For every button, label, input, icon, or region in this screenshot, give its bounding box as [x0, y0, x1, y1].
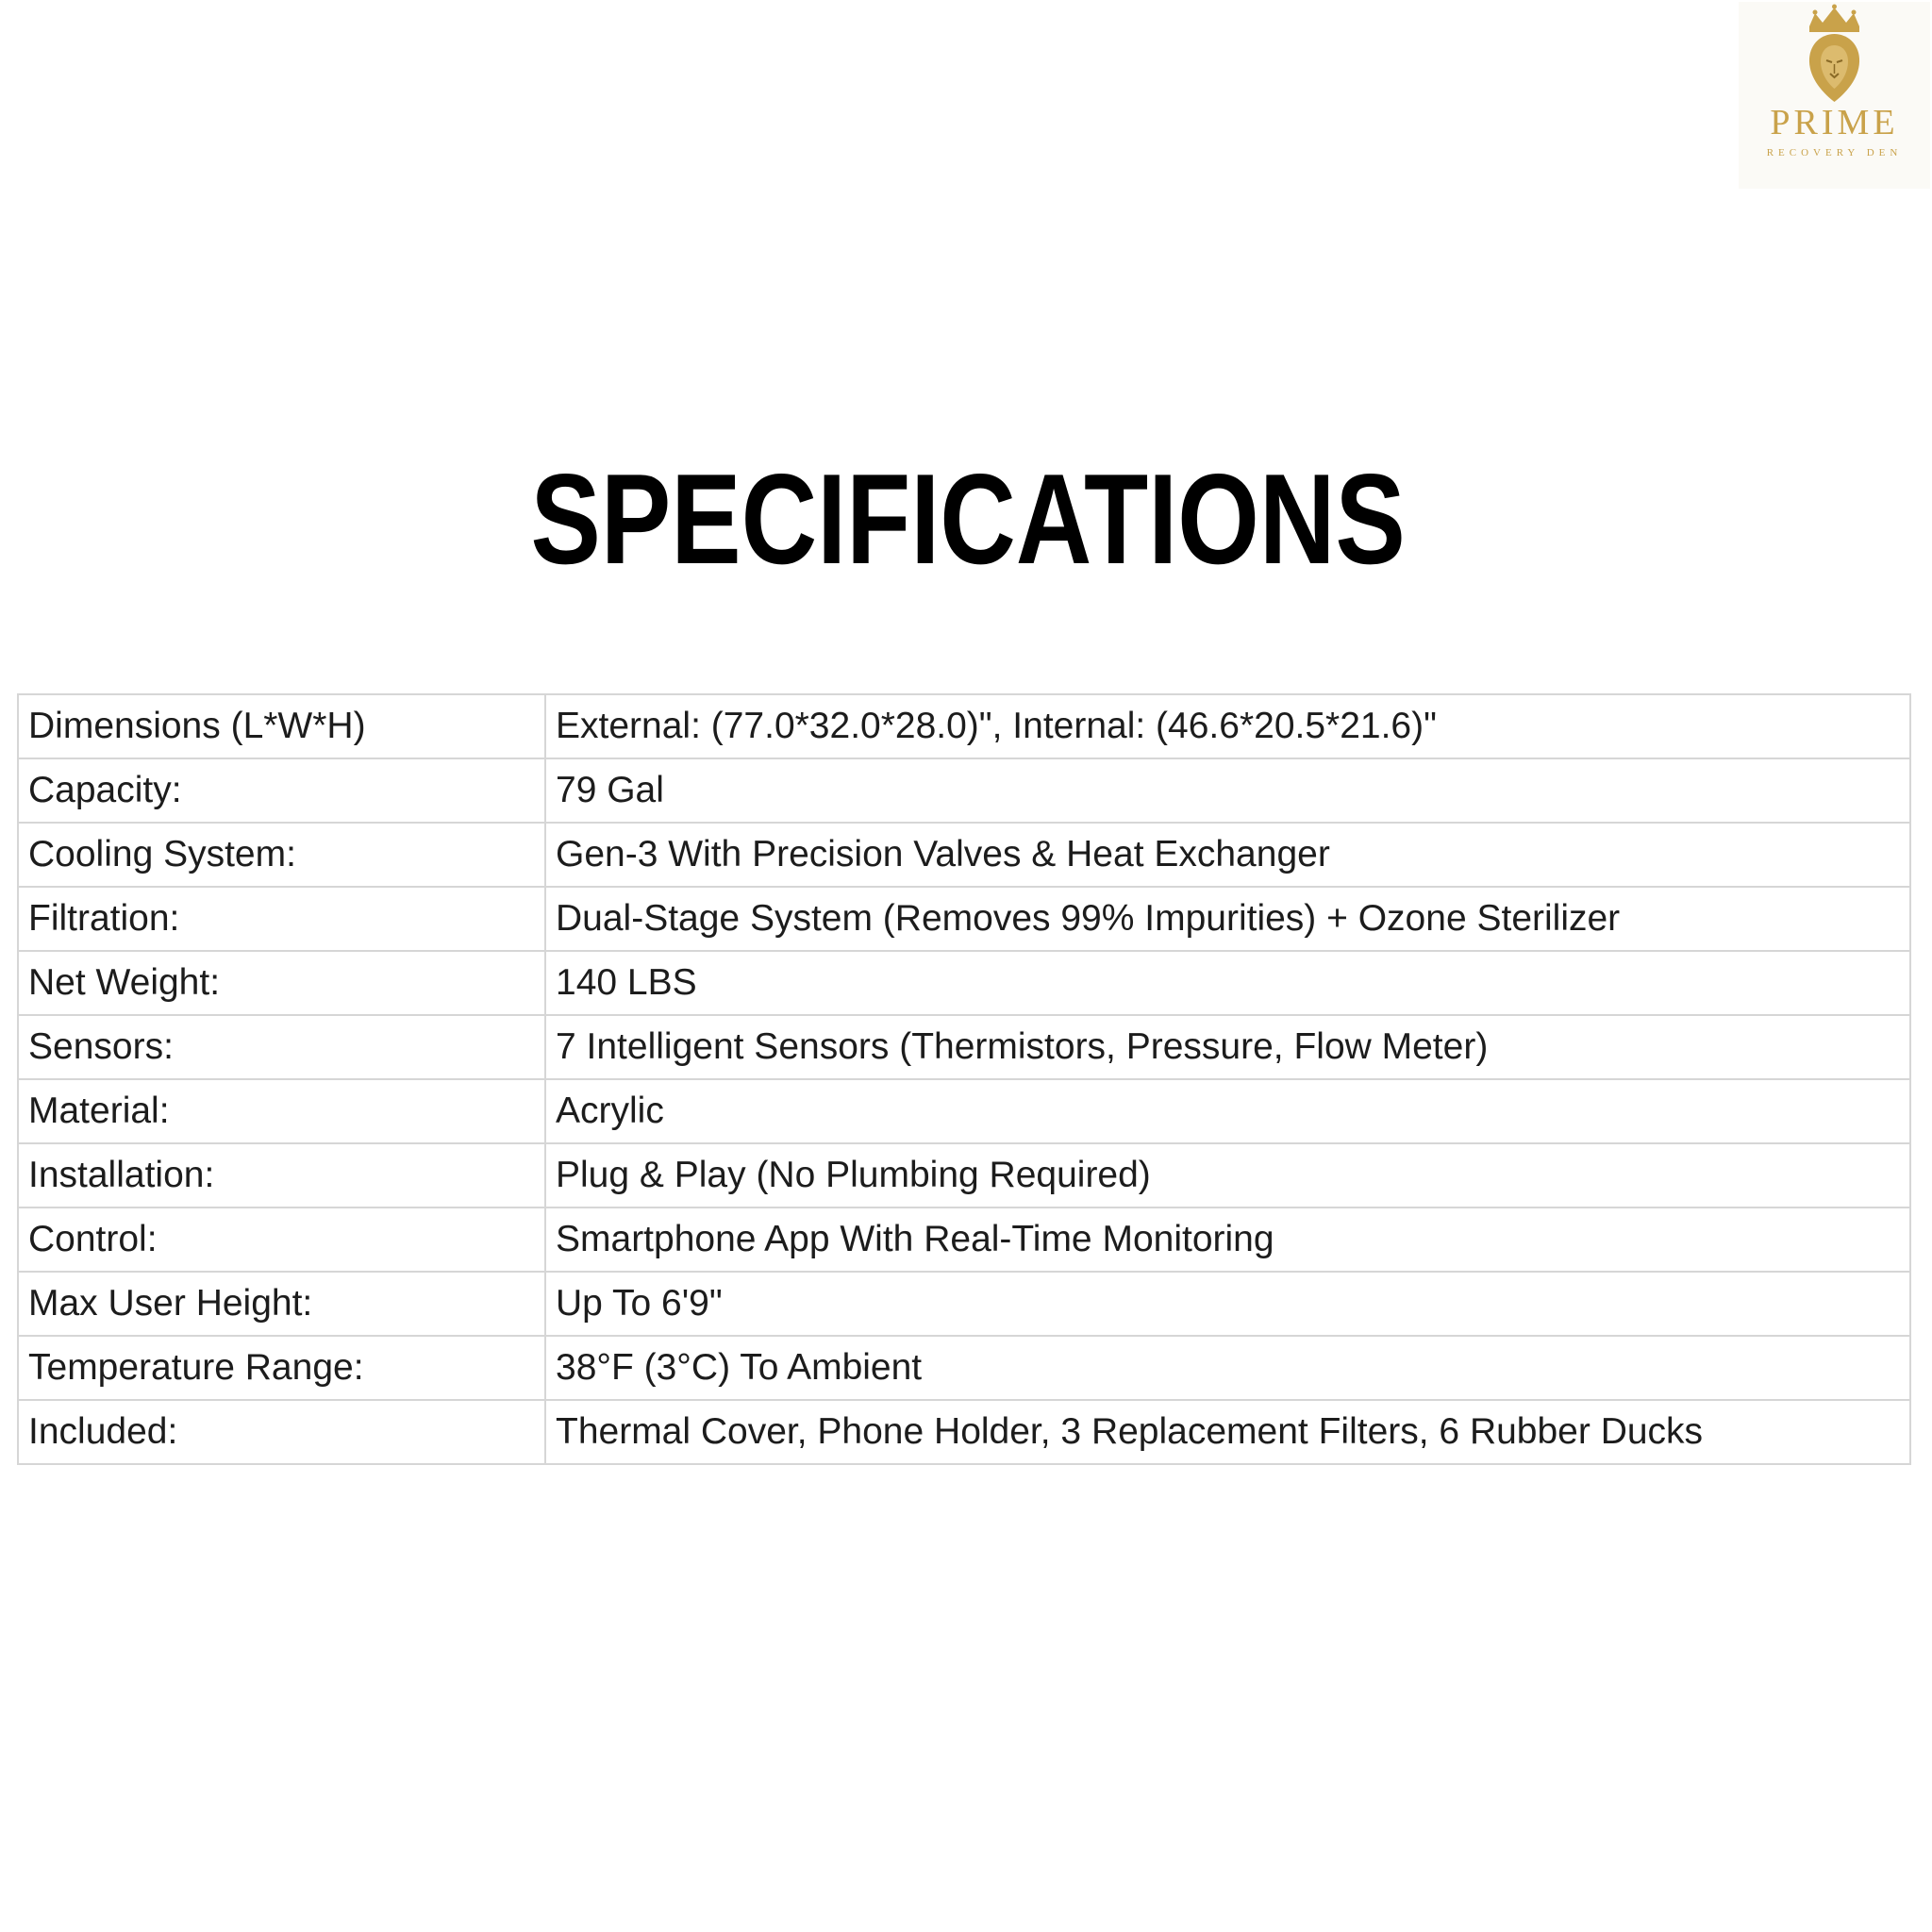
spec-label: Included: [18, 1400, 545, 1464]
spec-value: 79 Gal [545, 758, 1910, 823]
spec-value: External: (77.0*32.0*28.0)", Internal: (46.6*20.5*21.6)" [545, 694, 1910, 758]
spec-label: Sensors: [18, 1015, 545, 1079]
spec-label: Dimensions (L*W*H) [18, 694, 545, 758]
spec-value: Gen-3 With Precision Valves & Heat Exchanger [545, 823, 1910, 887]
table-row [18, 951, 1910, 1015]
table-row [18, 1336, 1910, 1400]
table-row [18, 1400, 1910, 1464]
specifications-table [17, 693, 1911, 1465]
spec-label: Installation: [18, 1143, 545, 1208]
spec-value: Dual-Stage System (Removes 99% Impurities) + Ozone Sterilizer [545, 887, 1910, 951]
table-row [18, 823, 1910, 887]
page-title: SPECIFICATIONS [530, 447, 1406, 591]
spec-label: Cooling System: [18, 823, 545, 887]
spec-label: Material: [18, 1079, 545, 1143]
crowned-lion-icon [1739, 2, 1930, 106]
table-row [18, 887, 1910, 951]
spec-value: Acrylic [545, 1079, 1910, 1143]
spec-label: Temperature Range: [18, 1336, 545, 1400]
spec-value: 7 Intelligent Sensors (Thermistors, Pressure, Flow Meter) [545, 1015, 1910, 1079]
spec-value: Thermal Cover, Phone Holder, 3 Replacement Filters, 6 Rubber Ducks [545, 1400, 1910, 1464]
spec-value: 38°F (3°C) To Ambient [545, 1336, 1910, 1400]
spec-label: Net Weight: [18, 951, 545, 1015]
brand-logo [1739, 2, 1930, 189]
spec-value: Up To 6'9" [545, 1272, 1910, 1336]
spec-label: Capacity: [18, 758, 545, 823]
spec-label: Control: [18, 1208, 545, 1272]
table-row [18, 758, 1910, 823]
table-row [18, 694, 1910, 758]
spec-value: Smartphone App With Real-Time Monitoring [545, 1208, 1910, 1272]
spec-label: Max User Height: [18, 1272, 545, 1336]
brand-name: PRIME [1770, 103, 1899, 142]
table-row [18, 1015, 1910, 1079]
table-row [18, 1208, 1910, 1272]
table-row [18, 1079, 1910, 1143]
spec-value: 140 LBS [545, 951, 1910, 1015]
spec-label: Filtration: [18, 887, 545, 951]
spec-value: Plug & Play (No Plumbing Required) [545, 1143, 1910, 1208]
table-row [18, 1143, 1910, 1208]
brand-tagline: RECOVERY DEN [1766, 147, 1903, 158]
table-row [18, 1272, 1910, 1336]
